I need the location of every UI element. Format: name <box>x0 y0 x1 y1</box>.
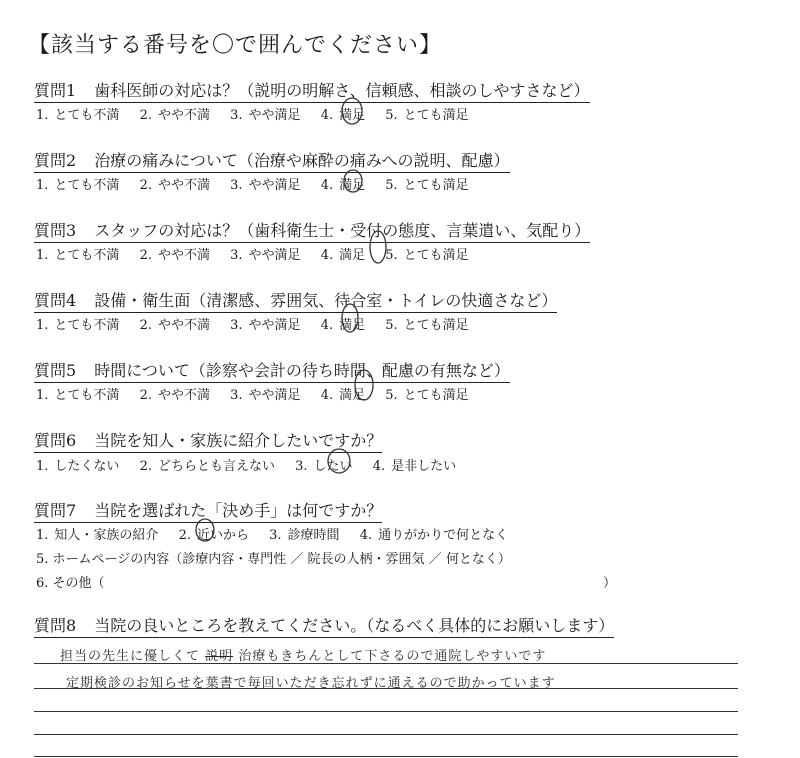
q5-option-5[interactable]: 5. とても満足 <box>385 388 469 403</box>
answer-line-5 <box>34 756 738 757</box>
question-7-label: 質問7 <box>34 501 77 520</box>
question-7 <box>34 498 382 523</box>
q5-option-4[interactable]: 4. 満足 <box>320 388 366 403</box>
question-2-text: 治療の痛みについて（治療や麻酔の痛みへの説明、配慮） <box>94 151 510 170</box>
question-1 <box>34 78 590 103</box>
answer-line-4 <box>34 734 738 735</box>
q3-option-4[interactable]: 4. 満足 <box>320 248 366 263</box>
question-4-options <box>36 314 485 333</box>
q7-option-1[interactable]: 1. 知人・家族の紹介 <box>36 528 159 543</box>
question-6-text: 当院を知人・家族に紹介したいですか？ <box>94 431 383 450</box>
q1-option-2[interactable]: 2. やや不満 <box>139 108 210 123</box>
question-7-options-row1 <box>36 524 524 543</box>
q5-option-2[interactable]: 2. やや不満 <box>139 388 210 403</box>
question-1-text: 歯科医師の対応は？（説明の明解さ、信頼感、相談のしやすさなど） <box>94 81 590 100</box>
q2-option-4[interactable]: 4. 満足 <box>320 178 366 193</box>
question-8 <box>34 613 614 638</box>
q7-option-6-close: ） <box>603 576 617 591</box>
q6-option-4[interactable]: 4. 是非したい <box>372 459 457 474</box>
q5-option-3[interactable]: 3. やや満足 <box>230 388 301 403</box>
question-1-options <box>36 104 485 123</box>
q4-option-3[interactable]: 3. やや満足 <box>230 318 301 333</box>
question-3-options <box>36 244 485 263</box>
q1-option-3[interactable]: 3. やや満足 <box>230 108 301 123</box>
q1-option-4[interactable]: 4. 満足 <box>320 108 366 123</box>
q2-option-1[interactable]: 1. とても不満 <box>36 178 120 193</box>
question-3 <box>34 218 590 243</box>
answer-line-3 <box>34 711 738 712</box>
q7-option-4[interactable]: 4. 通りがかりで何となく <box>359 528 509 543</box>
q3-option-3[interactable]: 3. やや満足 <box>230 248 301 263</box>
question-4 <box>34 288 557 313</box>
question-5-text: 時間について（診察や会計の待ち時間、配慮の有無など） <box>94 361 510 380</box>
question-5-options <box>36 384 485 403</box>
q6-option-2[interactable]: 2. どちらとも言えない <box>139 459 275 474</box>
question-1-label: 質問1 <box>34 81 77 100</box>
q7-option-5[interactable]: 5. ホームページの内容（診療内容・専門性 ／ 院長の人柄・雰囲気 ／ 何となく） <box>36 552 511 567</box>
q7-option-2[interactable]: 2. 近いから <box>178 528 249 543</box>
question-3-text: スタッフの対応は？（歯科衛生士・受付の態度、言葉遣い、気配り） <box>94 221 591 240</box>
q7-option-6[interactable]: 6. その他（ <box>36 576 105 591</box>
question-8-text: 当院の良いところを教えてください。（なるべく具体的にお願いします） <box>94 616 615 635</box>
q3-option-5[interactable]: 5. とても満足 <box>385 248 469 263</box>
question-7-text: 当院を選ばれた「決め手」は何ですか？ <box>94 501 383 520</box>
question-6 <box>34 428 382 453</box>
question-5-label: 質問5 <box>34 361 77 380</box>
q6-option-3[interactable]: 3. したい <box>295 459 353 474</box>
q6-option-1[interactable]: 1. したくない <box>36 459 120 474</box>
question-2-label: 質問2 <box>34 151 77 170</box>
q1-option-1[interactable]: 1. とても不満 <box>36 108 120 123</box>
question-6-label: 質問6 <box>34 431 77 450</box>
q4-option-5[interactable]: 5. とても満足 <box>385 318 469 333</box>
q3-option-1[interactable]: 1. とても不満 <box>36 248 120 263</box>
page-title: 【該当する番号を〇で囲んでください】 <box>28 33 443 58</box>
handwritten-answer-line-1: 担当の先生に優しくて 説明 治療もきちんとして下さるので通院しやすいです <box>60 649 547 664</box>
question-4-text: 設備・衛生面（清潔感、雰囲気、待合室・トイレの快適さなど） <box>94 291 558 310</box>
question-8-label: 質問8 <box>34 616 77 635</box>
q4-option-4[interactable]: 4. 満足 <box>320 318 366 333</box>
q2-option-3[interactable]: 3. やや満足 <box>230 178 301 193</box>
question-5 <box>34 358 510 383</box>
question-2 <box>34 148 510 173</box>
struck-word: 説明 <box>205 649 234 664</box>
q4-option-2[interactable]: 2. やや不満 <box>139 318 210 333</box>
q2-option-5[interactable]: 5. とても満足 <box>385 178 469 193</box>
question-4-label: 質問4 <box>34 291 77 310</box>
q2-option-2[interactable]: 2. やや不満 <box>139 178 210 193</box>
q4-option-1[interactable]: 1. とても不満 <box>36 318 120 333</box>
q7-option-3[interactable]: 3. 診療時間 <box>269 528 340 543</box>
q1-option-5[interactable]: 5. とても満足 <box>385 108 469 123</box>
question-3-label: 質問3 <box>34 221 77 240</box>
q5-option-1[interactable]: 1. とても不満 <box>36 388 120 403</box>
handwritten-answer-line-2: 定期検診のお知らせを葉書で毎回いただき忘れずに通えるので助かっています <box>66 676 556 691</box>
question-2-options <box>36 174 485 193</box>
q3-option-2[interactable]: 2. やや不満 <box>139 248 210 263</box>
question-6-options <box>36 455 472 474</box>
